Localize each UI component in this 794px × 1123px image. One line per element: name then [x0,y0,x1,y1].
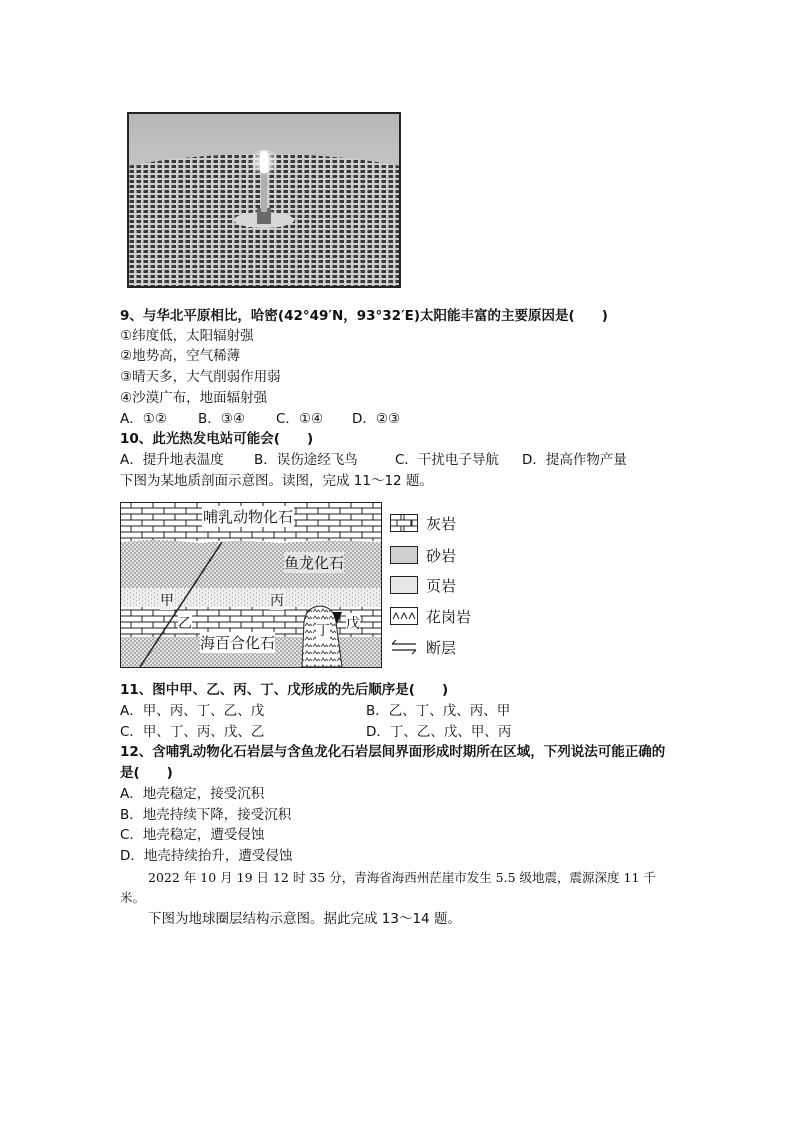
solar-tower-photo [127,112,401,288]
legend-limestone [390,512,456,534]
q10-option-d: D．提高作物产量 [522,452,627,468]
fault-arrows-icon [390,638,418,656]
q10-option-b: B．误伤途经飞鸟 [254,452,358,468]
sandstone-swatch-icon [390,546,418,564]
label-jia: 甲 [160,590,174,610]
q9-item-2: ②地势高，空气稀薄 [120,348,241,364]
legend-granite [390,605,471,627]
q11-stem: 11、图中甲、乙、丙、丁、戊形成的先后顺序是( ) [120,682,449,698]
label-wu: 戊 [346,613,360,633]
q12-stem-line1: 12、含哺乳动物化石岩层与含鱼龙化石岩层间界面形成时期所在区域，下列说法可能正确的 [120,744,666,760]
label-crinoid-fossil: 海百合化石 [200,634,276,652]
q9-option-b: B．③④ [198,411,245,427]
legend-shale-label: 页岩 [426,576,457,595]
q9-item-3: ③晴天多，大气削弱作用弱 [120,369,281,385]
label-fish-fossil: 鱼龙化石 [284,554,345,572]
q9-item-4: ④沙漠广布，地面辐射强 [120,390,268,406]
q12-option-b: B．地壳持续下降，接受沉积 [120,807,292,823]
legend-sandstone-label: 砂岩 [426,546,457,565]
q9-item-1: ①纬度低，太阳辐射强 [120,328,254,344]
news-line2: 米。 [120,890,146,905]
legend-limestone-label: 灰岩 [426,514,457,533]
limestone-swatch-icon [390,514,418,532]
q9-option-d: D．②③ [352,411,401,427]
diagram-legend [390,510,500,660]
q9-stem: 9、与华北平原相比，哈密(42°49′N，93°32′E)太阳能丰富的主要原因是( ) [120,308,608,324]
intro-11-12: 下图为某地质剖面示意图。读图，完成 11～12 题。 [120,473,433,489]
intro-13-14: 下图为地球圈层结构示意图。据此完成 13～14 题。 [148,911,461,927]
legend-granite-label: 花岗岩 [426,607,472,626]
q12-option-d: D．地壳持续抬升，遭受侵蚀 [120,848,293,864]
label-ding: 丁 [316,620,330,640]
legend-fault [390,636,456,658]
q9-option-a: A．①② [120,411,167,427]
legend-fault-label: 断层 [426,638,457,657]
label-yi: 乙 [178,613,192,633]
shale-swatch-icon [390,576,418,594]
q11-option-b: B．乙、丁、戊、丙、甲 [366,703,511,719]
q9-option-c: C．①④ [276,411,324,427]
q10-option-c: C．干扰电子导航 [395,452,499,468]
label-bing: 丙 [270,590,284,610]
granite-swatch-icon [390,607,418,625]
legend-sandstone [390,544,456,566]
q12-option-a: A．地壳稳定，接受沉积 [120,786,265,802]
label-mammal-fossil: 哺乳动物化石 [203,508,294,526]
q10-option-a: A．提升地表温度 [120,452,224,468]
q10-stem: 10、此光热发电站可能会( ) [120,431,314,447]
q11-option-c: C．甲、丁、丙、戊、乙 [120,724,265,740]
legend-shale [390,574,456,596]
news-line1: 2022 年 10 月 19 日 12 时 35 分，青海省海西州茫崖市发生 5.5 级地震，震源深度 11 千 [148,870,656,885]
q11-option-d: D．丁、乙、戊、甲、丙 [366,724,512,740]
q11-option-a: A．甲、丙、丁、乙、戊 [120,703,265,719]
geological-section-diagram [120,502,382,668]
q12-stem-line2: 是( ) [120,765,173,781]
q12-option-c: C．地壳稳定，遭受侵蚀 [120,827,265,843]
